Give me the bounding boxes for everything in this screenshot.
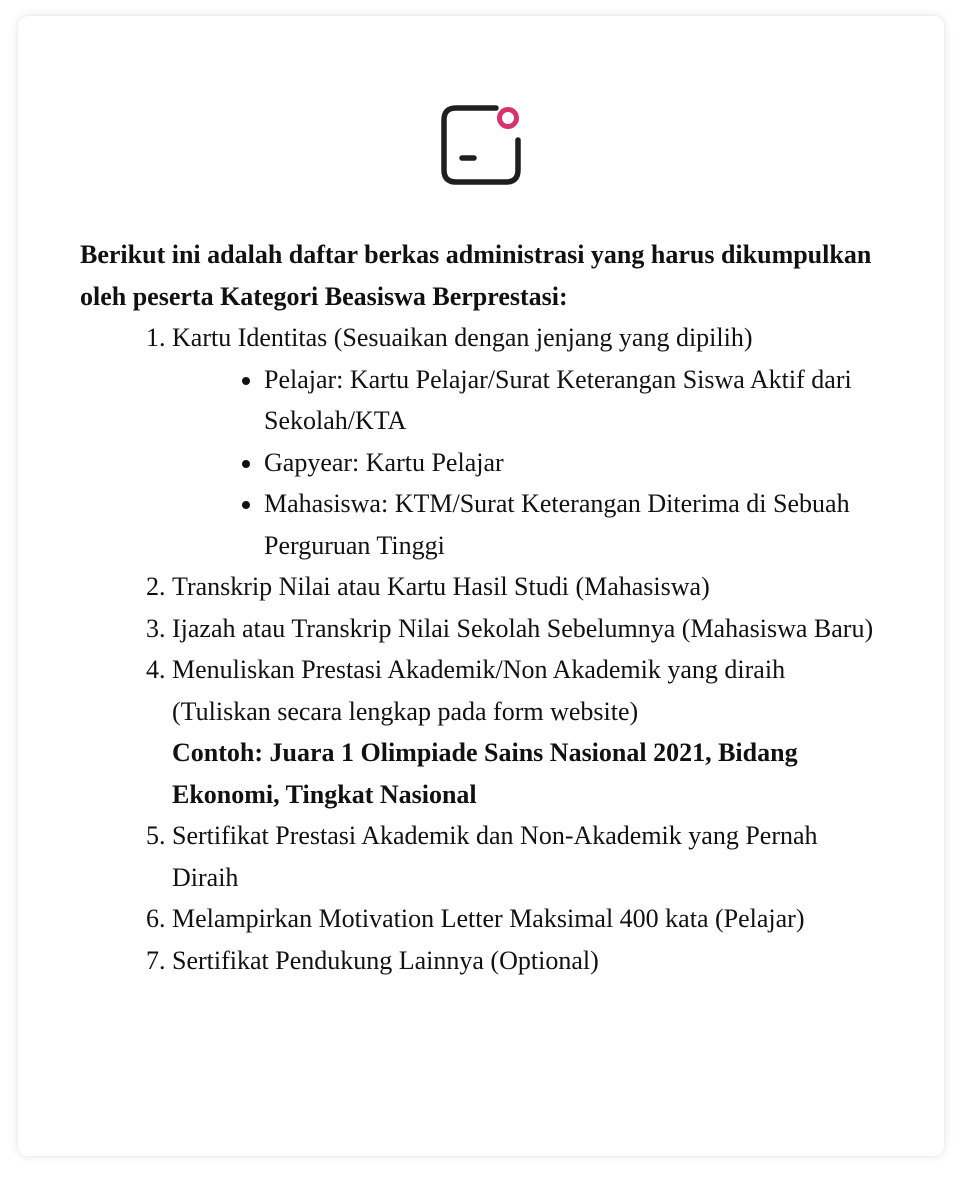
requirements-list (80, 317, 880, 981)
list-item (172, 317, 880, 566)
list-item (172, 898, 880, 940)
list-item (172, 566, 880, 608)
info-card (18, 16, 944, 1156)
list-item-text: Transkrip Nilai atau Kartu Hasil Studi (Mahasiswa) (172, 572, 710, 601)
sublist-item: • Gapyear: Kartu Pelajar (264, 442, 880, 484)
list-item-text: Melampirkan Motivation Letter Maksimal 400 kata (Pelajar) (172, 904, 805, 933)
list-item-text: Ijazah atau Transkrip Nilai Sekolah Sebelumnya (Mahasiswa Baru) (172, 613, 874, 643)
list-item-text: Sertifikat Prestasi Akademik dan Non-Akademik yang Pernah Diraih (172, 821, 818, 892)
sublist-item: • Pelajar: Kartu Pelajar/Surat Keterangan Siswa Aktif dari Sekolah/KTA (264, 359, 880, 442)
list-item (172, 940, 880, 982)
intro-text: Berikut ini adalah daftar berkas administrasi yang harus dikumpulkan oleh peserta Kategori Beasiswa Berprestasi: (80, 240, 872, 311)
list-item-text: Menuliskan Prestasi Akademik/Non Akademik yang diraih (Tuliskan secara lengkap pada form website) (172, 655, 786, 726)
document-notification-icon (438, 100, 528, 190)
requirements-content (80, 234, 880, 981)
list-item (172, 608, 880, 650)
list-item (172, 649, 880, 815)
example-text: Contoh: Juara 1 Olimpiade Sains Nasional 2021, Bidang Ekonomi, Tingkat Nasional (172, 738, 798, 809)
list-item-text: Sertifikat Pendukung Lainnya (Optional) (172, 945, 599, 975)
sublist-item: • Mahasiswa: KTM/Surat Keterangan Diterima di Sebuah Perguruan Tinggi (264, 483, 880, 566)
list-item (172, 815, 880, 898)
list-item-text: Kartu Identitas (Sesuaikan dengan jenjang yang dipilih) (172, 323, 753, 352)
identity-sublist (172, 359, 880, 567)
